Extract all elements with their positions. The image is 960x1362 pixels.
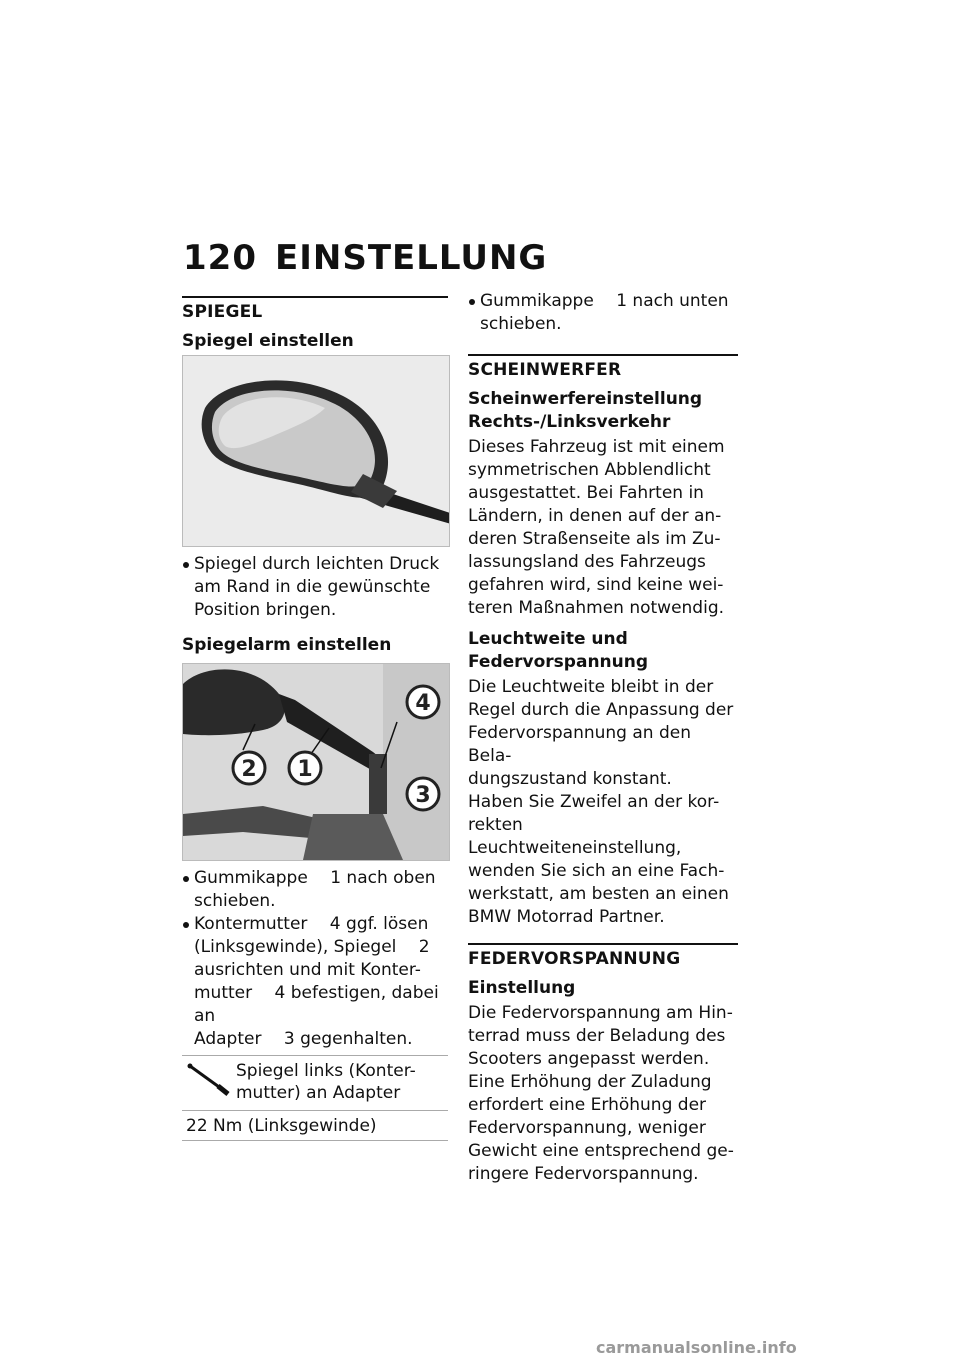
callout-label-4: 4 <box>415 691 431 716</box>
bullet-list-mirror <box>182 553 448 622</box>
torque-table <box>182 1055 448 1141</box>
torque-wrench-icon <box>186 1060 232 1100</box>
callout-label-2: 2 <box>241 757 257 782</box>
subheading-leuchtweite: Leuchtweite und Federvorspannung <box>468 629 649 672</box>
subheading-einstellung: Einstellung <box>468 978 576 998</box>
paragraph-leuchtweite: Die Leuchtweite bleibt in der Regel durch die Anpassung der Federvorspannung an den Bela- dungszustand konstant. <box>468 677 734 789</box>
mirror-photo <box>182 355 450 547</box>
section-rule <box>182 296 448 298</box>
callout-label-3: 3 <box>415 783 431 808</box>
bullet-list-top <box>468 290 738 336</box>
page-title: EINSTELLUNG <box>275 238 548 278</box>
right-column <box>468 290 738 1186</box>
list-item: Kontermutter 4 ggf. lösen (Linksgewinde), Spiegel 2 ausrichten und mit Konter- mutter 4 befestigen, dabei an Adapter 3 gegenhalten. <box>182 913 448 1051</box>
paragraph-abblendlicht: Dieses Fahrzeug ist mit einem symmetrischen Abblendlicht ausgestattet. Bei Fahrten in Ländern, in denen auf der an- deren Straßenseite als im Zu- lassungsland des Fahrzeugs gefahren wird, sind keine wei- teren Maßnahmen notwendig. <box>468 437 725 618</box>
mirror-arm-illustration <box>183 664 449 860</box>
section-rule <box>468 354 738 356</box>
section-title-spiegel: SPIEGEL <box>182 302 263 322</box>
list-item: Gummikappe 1 nach unten schieben. <box>468 290 738 336</box>
subheading-spiegelarm: Spiegelarm einstellen <box>182 635 392 655</box>
callout-label-1: 1 <box>297 757 313 782</box>
paragraph-zweifel: Haben Sie Zweifel an der kor- rekten Leuchtweiteneinstellung, wenden Sie sich an eine Fach- werkstatt, am besten an einen BMW Motorrad Partner. <box>468 792 729 927</box>
list-item: Spiegel durch leichten Druck am Rand in die gewünschte Position bringen. <box>182 553 448 622</box>
list-item: Gummikappe 1 nach oben schieben. <box>182 867 448 913</box>
page-header <box>183 238 547 278</box>
paragraph-federvorspannung: Die Federvorspannung am Hin- terrad muss der Beladung des Scooters angepasst werden. Eine Erhöhung der Zuladung erfordert eine Erhöhung der Federvorspannung, weniger Gewicht eine entsprechend ge- ringere Federvorspannung. <box>468 1003 734 1184</box>
bullet-list-mirror-arm <box>182 867 448 1051</box>
mirror-illustration <box>183 356 449 546</box>
torque-table-header <box>182 1056 448 1111</box>
section-rule <box>468 943 738 945</box>
page-number: 120 <box>183 238 257 278</box>
section-title-federvorspannung: FEDERVORSPANNUNG <box>468 949 681 969</box>
subheading-spiegel-einstellen: Spiegel einstellen <box>182 331 354 351</box>
left-column <box>182 296 448 1141</box>
footer-watermark: carmanualsonline.info <box>596 1338 797 1357</box>
subheading-scheinwerfereinstellung: Scheinwerfereinstellung Rechts-/Linksverkehr <box>468 389 703 432</box>
section-title-scheinwerfer: SCHEINWERFER <box>468 360 622 380</box>
torque-table-value: 22 Nm (Linksgewinde) <box>186 1116 377 1136</box>
mirror-arm-photo <box>182 663 450 861</box>
torque-table-label: Spiegel links (Konter- mutter) an Adapter <box>236 1061 416 1103</box>
